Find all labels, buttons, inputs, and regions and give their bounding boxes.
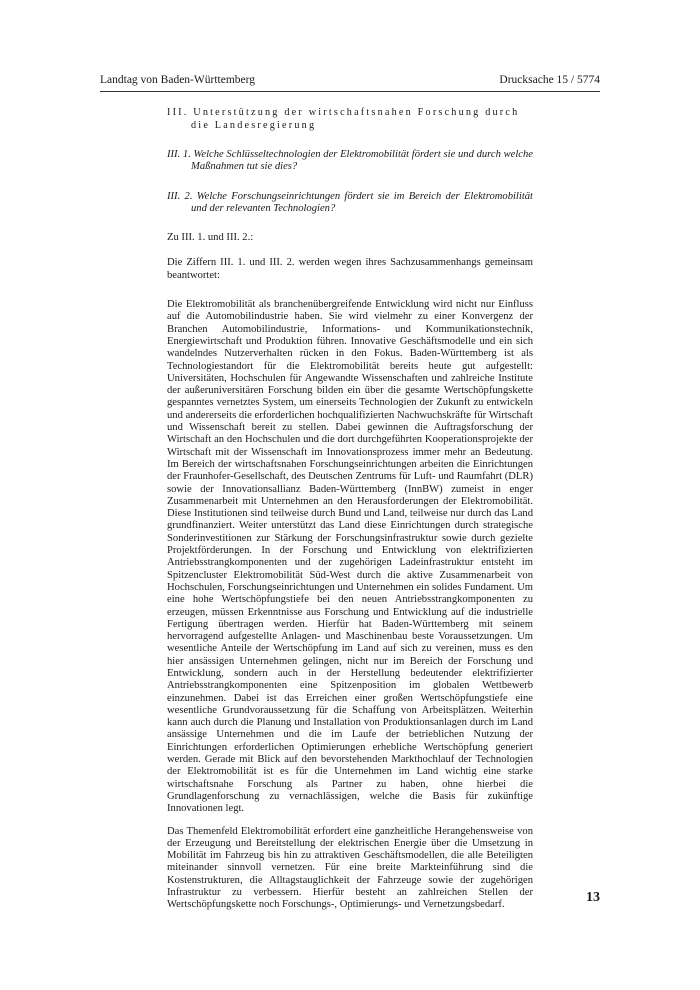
header-document-number: Drucksache 15 / 5774 [499, 74, 600, 86]
question-iii-1: III. 1. Welche Schlüsseltechnologien der Elektromobilität fördert sie und durch welche Maßnahmen tut sie dies? [167, 149, 533, 173]
header-publisher: Landtag von Baden-Württemberg [100, 74, 255, 86]
document-body [167, 107, 533, 922]
intro-paragraph: Die Ziffern III. 1. und III. 2. werden wegen ihres Sachzusammenhangs gemeinsam beantwortet: [167, 257, 533, 281]
answer-heading: Zu III. 1. und III. 2.: [167, 232, 254, 244]
body-paragraph-2: Das Themenfeld Elektromobilität erfordert eine ganzheitliche Herangehensweise von der Erzeugung und Bereitstellung der elektrischen Energie über die Umsetzung in Mobilität im Fahrzeug bis hin zu attraktiven Geschäftsmodellen, die alle Beteiligten miteinander sinnvoll vernetzen. Für eine breite Markteinführung sind die Kostenstrukturen, die Alltagstauglichkeit der Fahrzeuge sowie der zugehörigen Infrastruktur zu verbessern. Hierfür besteht an zahlreichen Stellen der Wertschöpfungskette noch Forschungs-, Optimierungs- und Vernetzungsbedarf. [167, 825, 533, 911]
section-heading: III. Unterstützung der wirtschaftsnahen Forschung durch die Landesregierung [167, 107, 520, 131]
question-iii-2: III. 2. Welche Forschungseinrichtungen fördert sie im Bereich der Elektromobilität und der relevanten Technologien? [167, 190, 533, 214]
header-divider [100, 91, 600, 92]
page-header [100, 73, 600, 89]
body-paragraph-1: Die Elektromobilität als branchenübergreifende Entwicklung wird nicht nur Einfluss auf die Automobilindustrie haben. Sie wird vielmehr zu einer Konvergenz der Branchen Automobilindustrie, Informations- und Kommunikationstechnik, Energiewirtschaft und Produktion führen. Innovative Geschäftsmodelle und ein sich wandelndes Nutzerverhalten rücken in den Fokus. Baden-Württemberg ist als Technologiestandort für die Elektromobilität bereits heute gut aufgestellt: Universitäten, Hochschulen für Angewandte Wissenschaften und zahlreiche Institute der außeruniversitären Forschung bilden ein über die gesamte Wertschöpfungskette gespanntes vernetztes System, um einerseits Technologien der Zukunft zu entwickeln und andererseits die erforderlichen hochqualifizierten Nachwuchskräfte für Wirtschaft und Wissenschaft bereit zu stellen. Dabei gewinnen die Auftragsforschung der Wirtschaft an den Hochschulen und die dort durchgeführten Kooperationsprojekte der Wirtschaft mit der Wissenschaft im Innovationsprozess immer mehr an Bedeutung. Im Bereich der wirtschaftsnahen Forschungseinrichtungen arbeiten die Einrichtungen der Fraunhofer-Gesellschaft, des Deutschen Zentrums für Luft- und Raumfahrt (DLR) sowie der Innovationsallianz Baden-Württemberg (InnBW) zumeist in enger Zusammenarbeit mit Unternehmen an den Herausforderungen der Elektromobilität. Diese Institutionen sind teilweise durch Bund und Land, teilweise nur durch das Land grundfinanziert. Weiter unterstützt das Land diese Einrichtungen durch strategische Sonderinvestitionen zur Stärkung der Forschungsinfrastruktur sowie durch gezielte Projektförderungen. In der Forschung und Entwicklung von elektrifizierten Antriebsstrangkomponenten und der zugehörigen Ladeinfrastruktur entsteht im Spitzencluster Elektromobilität Süd-West durch die aktive Zusammenarbeit von Hochschulen, Forschungseinrichtungen und Unternehmen ein solides Fundament. Um eine hohe Wertschöpfungstiefe bei den neuen Antriebsstrangkomponenten zu erzeugen, müssen Erkenntnisse aus Forschung und Entwicklung auf die industrielle Fertigung übertragen werden. Hierfür hat Baden-Württemberg mit seinem hervorragend aufgestellte Anlagen- und Maschinenbau beste Voraussetzungen. Um wesentliche Anteile der Wertschöpfung im Land auf sich zu vereinen, muss es den hier ansässigen Unternehmen gelingen, nicht nur im Bereich der Forschung und Entwicklung, sondern auch in der Herstellung bedeutender elektrifizierter Antriebsstrangkomponenten eine Spitzenposition im globalen Wettbewerb einzunehmen. Dabei ist das Erreichen einer großen Wertschöpfungstiefe eine wesentliche Grundvoraussetzung für die Schaffung von Arbeitsplätzen. Weiterhin kann auch durch die Planung und Installation von Produktionsanlagen durch im Land ansässige Unternehmen und die im Laufe der betrieblichen Nutzung der Einrichtungen erforderlichen Optimierungen erhebliche Wertschöpfung generiert werden. Gerade mit Blick auf den bevorstehenden Markthochlauf der Technologien der Elektromobilität ist es für die Unternehmen im Land wichtig eine starke wirtschaftsnahe Forschung als Partner zu haben, ohne hierbei die Grundlagenforschung zu vernachlässigen, welche die Basis für zukünftige Innovationen legt. [167, 299, 533, 815]
page-number: 13 [586, 890, 600, 905]
